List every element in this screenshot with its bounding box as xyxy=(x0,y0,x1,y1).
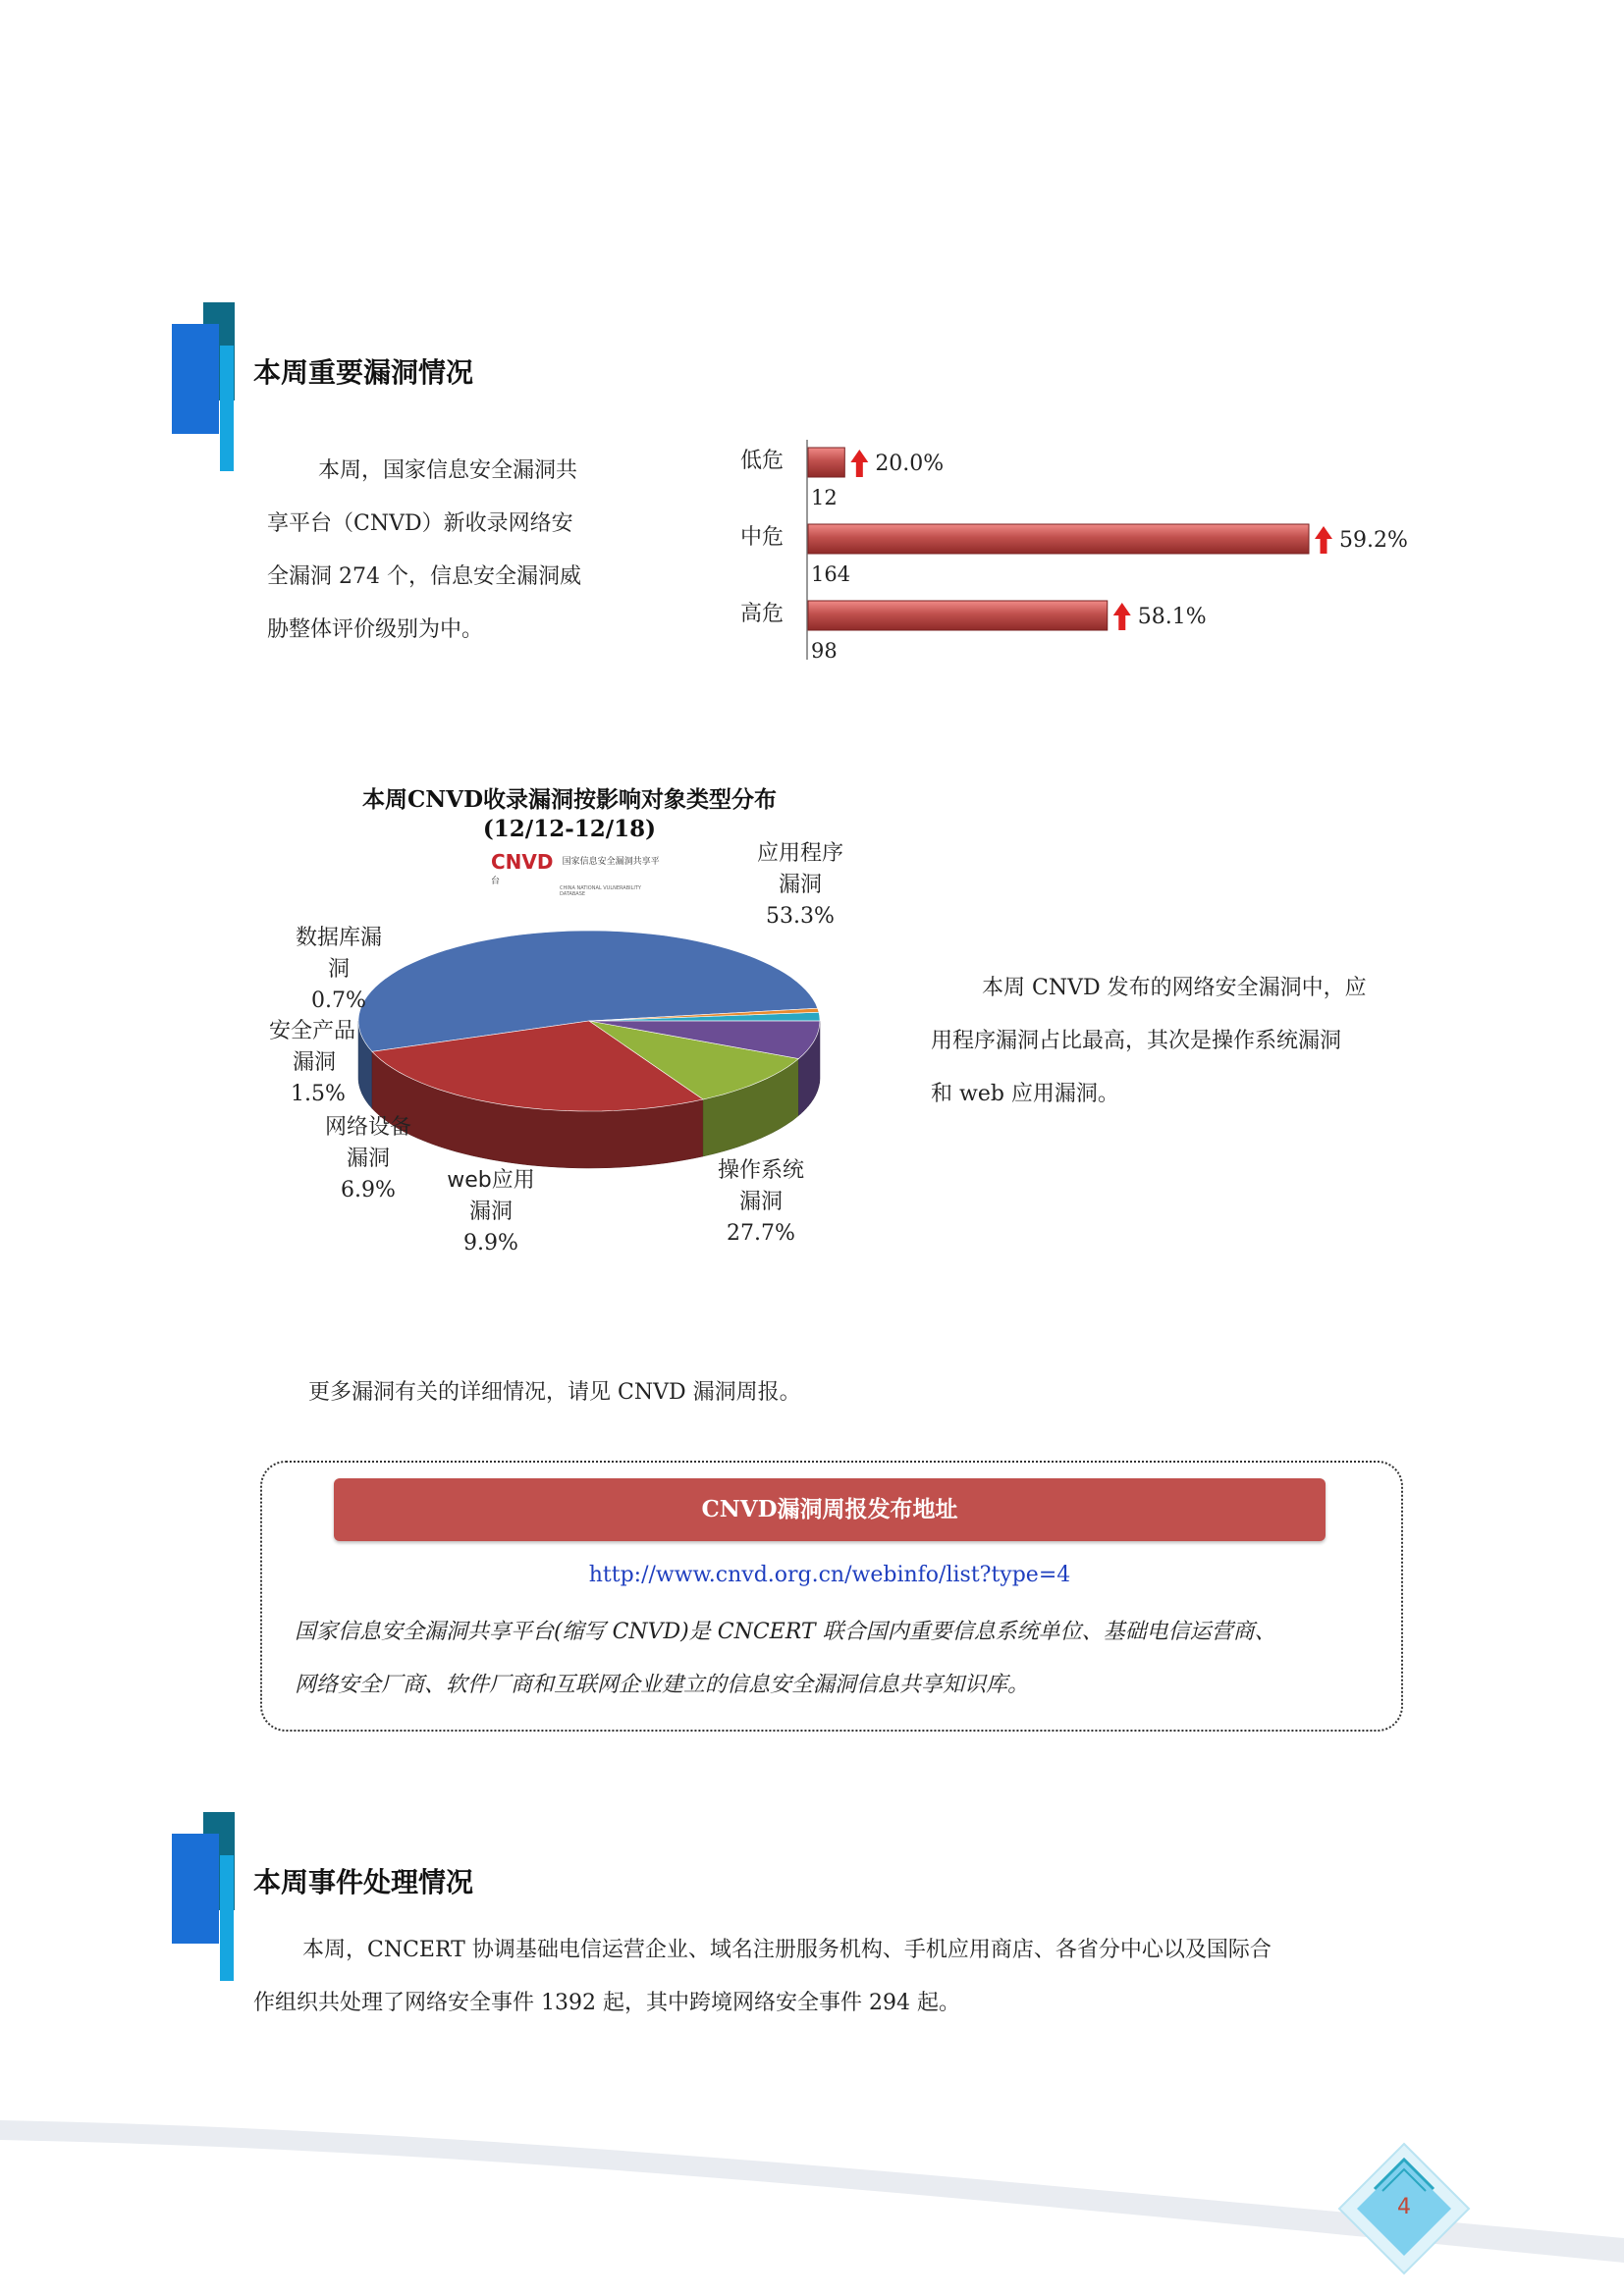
intro-line: 胁整体评价级别为中。 xyxy=(267,617,484,642)
deco-block-cyan xyxy=(220,346,234,471)
bar-value-label: 98 xyxy=(811,639,838,663)
bar-change-label: 20.0% xyxy=(875,452,945,476)
pie-label-text: 数据库漏 xyxy=(295,926,382,950)
pie-chart-title xyxy=(324,781,815,842)
bar-value-label: 164 xyxy=(811,562,851,586)
intro-paragraph xyxy=(267,445,660,657)
section-1-title: 本周重要漏洞情况 xyxy=(253,356,474,389)
bar xyxy=(808,524,1309,554)
pie-label-text: 网络设备 xyxy=(324,1115,411,1140)
pie-label-web xyxy=(432,1165,550,1259)
pie-label-pct: 6.9% xyxy=(341,1178,396,1202)
severity-bar-chart xyxy=(727,432,1434,667)
pie-label-text: 漏洞 xyxy=(778,873,822,897)
bar-category-label: 中危 xyxy=(740,525,785,550)
pie-note-paragraph xyxy=(931,962,1402,1121)
pie-title-line1: 本周CNVD收录漏洞按影响对象类型分布 xyxy=(361,786,778,813)
pie-note-line: 本周 CNVD 发布的网络安全漏洞中，应 xyxy=(982,976,1367,1000)
pie-label-app xyxy=(736,838,864,933)
severity-bar-svg xyxy=(727,432,1434,667)
intro-line: 享平台（CNVD）新收录网络安 xyxy=(267,511,573,536)
pie-label-text: web应用 xyxy=(447,1168,535,1193)
pie-label-db xyxy=(280,923,398,1017)
page-number-badge xyxy=(1335,2140,1473,2277)
cnvd-logo-text: CNVD xyxy=(491,850,554,874)
pie-label-pct: 1.5% xyxy=(291,1082,346,1106)
bar-value-label: 12 xyxy=(811,486,838,509)
bar-change-label: 59.2% xyxy=(1339,528,1408,553)
cnvd-logo xyxy=(491,850,668,897)
pie-label-sec xyxy=(257,1016,375,1110)
section-2-title: 本周事件处理情况 xyxy=(253,1866,474,1898)
section-2-line: 本周，CNCERT 协调基础电信运营企业、域名注册服务机构、手机应用商店、各省分中心以及国际合 xyxy=(302,1938,1272,1962)
more-info-text: 更多漏洞有关的详细情况，请见 CNVD 漏洞周报。 xyxy=(308,1380,801,1405)
trend-up-arrow-icon xyxy=(850,450,868,477)
pie-label-pct: 53.3% xyxy=(766,904,835,929)
intro-line: 本周，国家信息安全漏洞共 xyxy=(318,458,578,483)
pie-label-text: 应用程序 xyxy=(756,841,843,866)
cnvd-description-line: 国家信息安全漏洞共享平台(缩写 CNVD)是 CNCERT 联合国内重要信息系统单位、基础电信运营商、 xyxy=(295,1620,1276,1644)
bar xyxy=(808,601,1108,630)
pie-label-text: 漏洞 xyxy=(346,1147,390,1171)
pie-label-text: 漏洞 xyxy=(738,1190,783,1214)
pie-note-line: 用程序漏洞占比最高，其次是操作系统漏洞 xyxy=(931,1029,1342,1053)
bar xyxy=(808,448,844,477)
pie-label-pct: 0.7% xyxy=(311,988,366,1013)
page-number: 4 xyxy=(1397,2195,1411,2219)
intro-line: 全漏洞 274 个，信息安全漏洞威 xyxy=(267,564,581,589)
cnvd-logo-sub-en: CHINA NATIONAL VULNERABILITY DATABASE xyxy=(560,885,641,897)
pie-note-line: 和 web 应用漏洞。 xyxy=(931,1082,1119,1106)
bar-category-label: 低危 xyxy=(740,449,785,473)
pie-label-pct: 9.9% xyxy=(463,1231,518,1255)
cnvd-description xyxy=(295,1606,1394,1712)
section-2-line: 作组织共处理了网络安全事件 1392 起，其中跨境网络安全事件 294 起。 xyxy=(253,1991,960,2015)
bar-category-label: 高危 xyxy=(740,602,785,626)
bar-change-label: 58.1% xyxy=(1137,605,1207,629)
pie-label-text: 安全产品 xyxy=(269,1019,356,1043)
deco-block-blue xyxy=(172,324,219,434)
pie-label-text: 漏洞 xyxy=(293,1050,337,1075)
pie-label-text: 漏洞 xyxy=(468,1200,513,1224)
cnvd-report-banner: CNVD漏洞周报发布地址 xyxy=(334,1478,1326,1541)
pie-label-text: 洞 xyxy=(327,957,350,982)
pie-label-text: 操作系统 xyxy=(717,1158,804,1183)
cnvd-report-link[interactable]: http://www.cnvd.org.cn/webinfo/list?type=4 xyxy=(588,1563,1071,1587)
trend-up-arrow-icon xyxy=(1113,603,1131,630)
deco-block-blue xyxy=(172,1834,219,1944)
pie-top-faces xyxy=(358,931,820,1111)
pie-label-pct: 27.7% xyxy=(727,1221,795,1246)
section-2-paragraph xyxy=(253,1924,1412,2030)
deco-block-cyan xyxy=(220,1855,234,1981)
cnvd-description-line: 网络安全厂商、软件厂商和互联网企业建立的信息安全漏洞信息共享知识库。 xyxy=(295,1673,1030,1697)
cnvd-logo-sub: 国家信息安全漏洞共享平台 xyxy=(491,857,660,886)
pie-title-line2: (12/12-12/18) xyxy=(482,816,657,842)
pie-label-net xyxy=(309,1112,427,1206)
pie-label-os xyxy=(697,1155,825,1250)
trend-up-arrow-icon xyxy=(1315,526,1332,554)
